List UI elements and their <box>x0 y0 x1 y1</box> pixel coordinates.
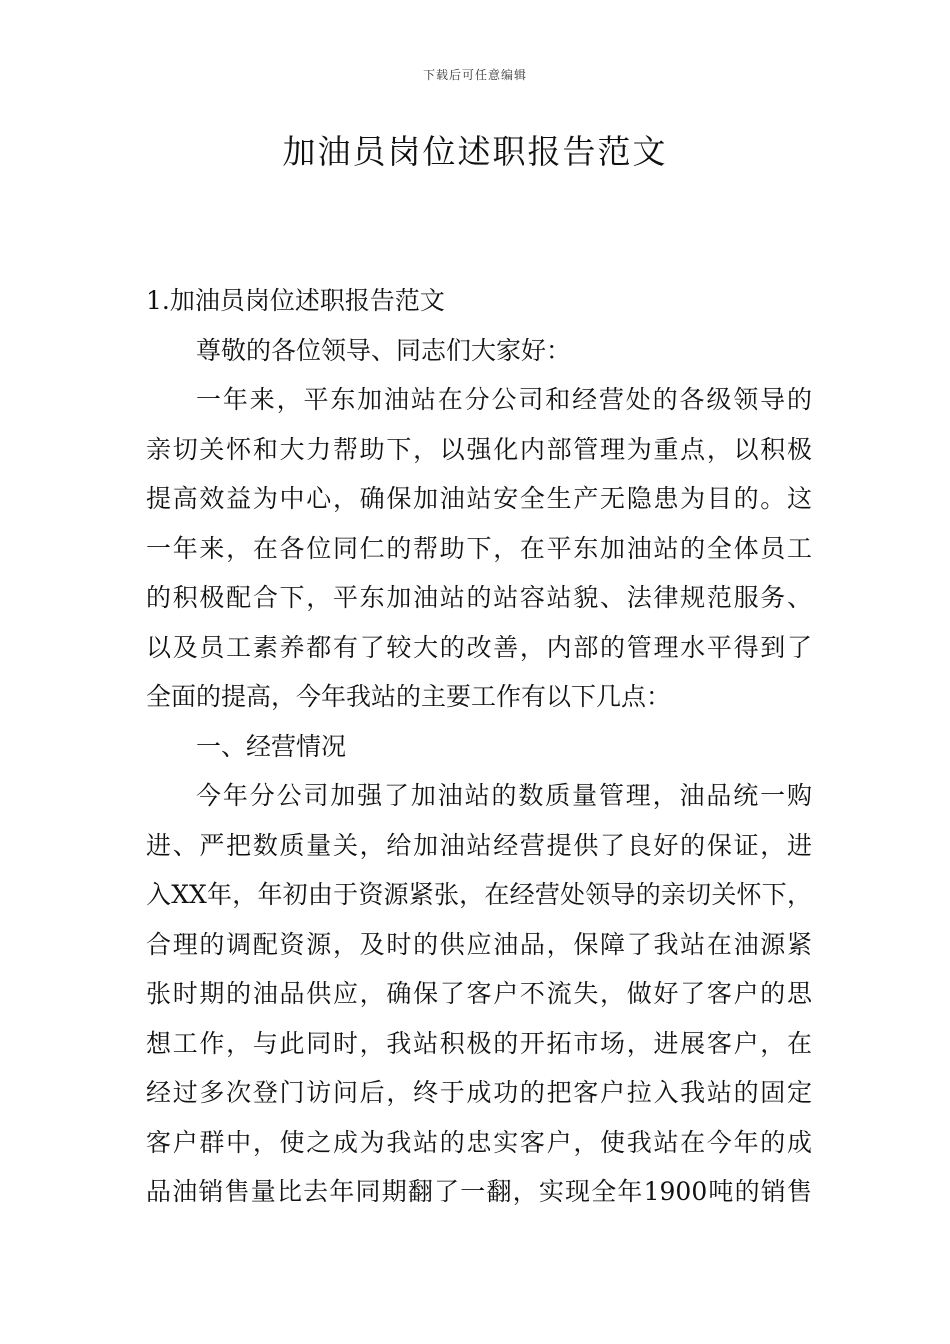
paragraph-line: 入XX年，年初由于资源紧张，在经营处领导的亲切关怀下， <box>146 880 812 909</box>
paragraph-line: 的积极配合下，平东加油站的站容站貌、法律规范服务、 <box>146 583 812 612</box>
document-body <box>146 276 812 1217</box>
paragraph-line: 经过多次登门访问后，终于成功的把客户拉入我站的固定 <box>146 1078 812 1107</box>
paragraph-line: 品油销售量比去年同期翻了一翻，实现全年1900吨的销售 <box>146 1177 812 1206</box>
paragraph-line: 一年来，平东加油站在分公司和经营处的各级领导的 <box>196 385 812 414</box>
document-title: 加油员岗位述职报告范文 <box>282 132 668 171</box>
header-note: 下载后可任意编辑 <box>422 68 527 82</box>
greeting-line: 尊敬的各位领导、同志们大家好： <box>196 335 572 365</box>
paragraph-line: 想工作，与此同时，我站积极的开拓市场，进展客户，在 <box>146 1028 812 1058</box>
paragraph-line: 以及员工素养都有了较大的改善，内部的管理水平得到了 <box>146 632 812 662</box>
paragraph-line: 合理的调配资源，及时的供应油品，保障了我站在油源紧 <box>146 929 812 959</box>
section-heading: 1.加油员岗位述职报告范文 <box>146 286 445 315</box>
paragraph-line: 亲切关怀和大力帮助下，以强化内部管理为重点，以积极 <box>146 434 812 464</box>
paragraph-line: 进、严把数质量关，给加油站经营提供了良好的保证，进 <box>146 830 812 860</box>
paragraph-line: 全面的提高，今年我站的主要工作有以下几点： <box>146 682 672 711</box>
paragraph-line: 今年分公司加强了加油站的数质量管理，油品统一购 <box>196 781 812 810</box>
paragraph-line: 张时期的油品供应，确保了客户不流失，做好了客户的思 <box>146 979 812 1008</box>
paragraph-line: 一年来，在各位同仁的帮助下，在平东加油站的全体员工 <box>146 533 812 563</box>
paragraph-line: 客户群中，使之成为我站的忠实客户，使我站在今年的成 <box>146 1127 812 1157</box>
subheading: 一、经营情况 <box>196 731 347 761</box>
paragraph-line: 提高效益为中心，确保加油站安全生产无隐患为目的。这 <box>146 484 812 513</box>
